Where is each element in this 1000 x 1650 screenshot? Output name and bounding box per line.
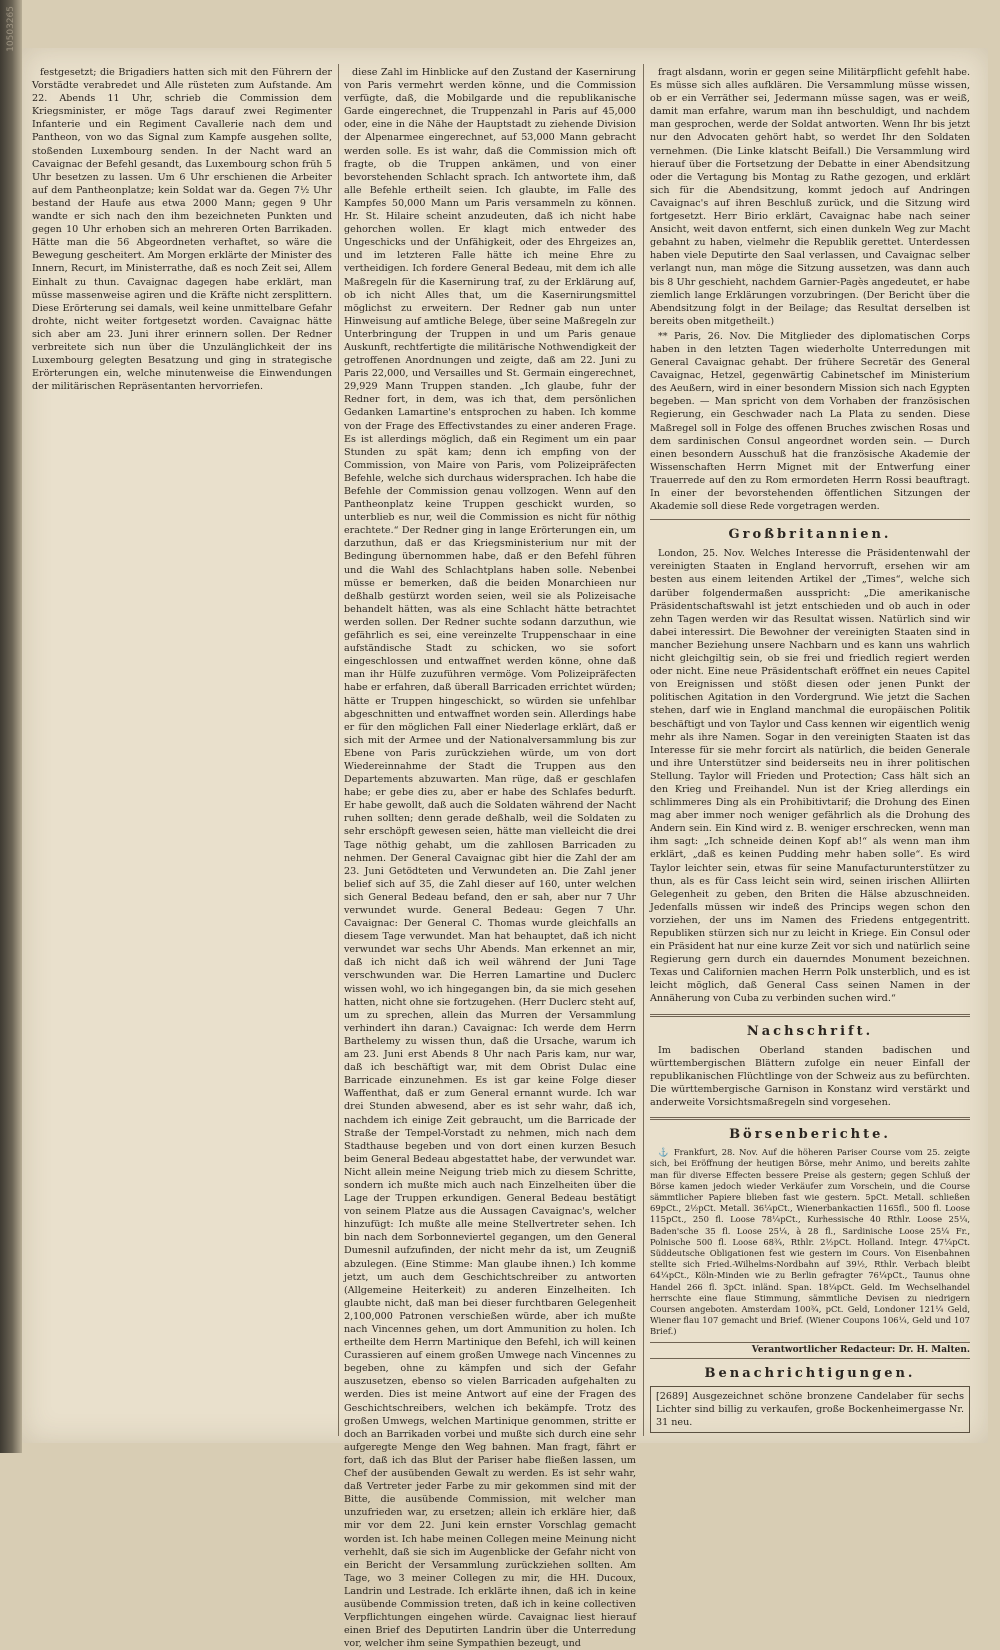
section-heading-nachschrift: Nachschrift.: [746, 1023, 874, 1039]
section-heading-benachrichtigungen: Benachrichtigungen.: [704, 1365, 916, 1381]
section-divider: [650, 519, 970, 520]
article-paragraph: festgesetzt; die Brigadiers hatten sich mit den Führern der Vorstädte verabredet und Alle rüsteten zum Aufstande. Am 22. Abends 11 Uhr, schrieb die Commission dem Kriegsminister, er möge Tags darauf zwei Regimenter Infanterie und ein Regiment Cavallerie nach dem und Pantheon, von wo das Signal zum Kampfe ausgehen sollte, stoßenden Luxembourg senden. In der Nacht ward an Cavaignac der Befehl gesandt, das Luxembourg schon früh 5 Uhr besetzen zu lassen. Um 6 Uhr erschienen die Arbeiter auf dem Pantheonplatze; kein Soldat war da. Gegen 7½ Uhr bestand der Haufe aus etwa 2000 Mann; gegen 9 Uhr wandte er sich nach den ihm bezeichneten Punkten und gegen 10 Uhr erhoben sich an mehreren Orten Barrikaden. Hätte man die 56 Abgeordneten verhaftet, so wäre die Bewegung gescheitert. Am Morgen erklärte der Minister des Innern, Recurt, im Ministerrathe, daß es noch Zeit sei, Allem Einhalt zu thun. Cavaignac dagegen habe erklärt, man müsse massenweise agiren und die Kräfte nicht zersplittern. Diese Erörterung sei damals, weil keine unmittelbare Gefahr drohte, nicht weiter fortgesetzt worden. Cavaignac hätte sich aber am 23. Juni ihrer erinnern sollen. Der Redner verbreitete sich nun über die Unzulänglichkeit der ins Luxembourg gelegten Besatzung und ging in strategische Erörterungen ein, welche minutenweise die Einwendungen der militärischen Repräsentanten hervorriefen.: [32, 67, 332, 393]
column-rule: [643, 64, 644, 1436]
editor-credit: Verantwortlicher Redacteur: Dr. H. Malten.: [650, 1342, 970, 1359]
newspaper-page: [22, 48, 988, 1650]
article-paragraph: diese Zahl im Hinblicke auf den Zustand der Kasernirung von Paris vermehrt werden könne, und die Commission verfügte, daß, die Mobilgarde und die republikanische Garde eingerechnet, die Truppenzahl in Paris auf 45,000 oder, eine in die Nähe der Hauptstadt zu ziehende Division der Alpenarmee eingerechnet, auf 53,000 Mann gebracht werden solle. Es ist wahr, daß die Commission mich oft fragte, ob die Truppen ankämen, und von einer bevorstehenden Schlacht sprach. Ich antwortete ihm, daß alle Befehle ertheilt seien. Ich glaubte, im Falle des Kampfes 50,000 Mann um Paris versammeln zu können. Hr. St. Hilaire scheint anzudeuten, daß ich nicht habe gehorchen wollen. Er klagt mich entweder des Ungeschicks und der Unfähigkeit, oder des Ehrgeizes an, und im letzteren Falle hätte ich meine Ehre zu vertheidigen. Ich fordere General Bedeau, mit dem ich alle Maßregeln für die Kasernirung traf, zu der Erklärung auf, ob ich nicht Alles that, um die Kasernirungsmittel möglichst zu erweitern. Der Redner gab nun unter Hinweisung auf amtliche Belege, über seine Maßregeln zur Unterbringung der Truppen in und um Paris genaue Auskunft, rechtfertigte die militärische Nothwendigkeit der getroffenen Anordnungen und zeigte, daß am 22. Juni zu Paris 22,000, und Versailles und St. Germain eingerechnet, 29,929 Mann Truppen standen. „Ich glaube, fuhr der Redner fort, in dem, was ich that, dem persönlichen Gedanken Lamartine's entsprochen zu haben. Ich komme von der Frage des Effectivstandes zu einer anderen Frage. Es ist allerdings möglich, daß ein Regiment um ein paar Stunden zu spät kam; denn ich empfing von der Commission, von Maire von Paris, vom Polizeipräfecten Befehle, welche sich durchaus widersprachen. Ich habe die Befehle der Commission genau vollzogen. Wenn auf den Pantheonplatz keine Truppen geschickt wurden, so unterblieb es nur, weil die Commission es nicht für nöthig erachtete.“ Der Redner ging in lange Erörterungen ein, um darzuthun, daß er das Kriegsministerium nur mit der Bedingung übernommen habe, daß er den Befehl führen und die Wahl des Schlachtplans haben solle. Nebenbei müsse er bemerken, daß die beiden Monarchieen nur deßhalb gestürzt worden seien, weil sie als Polizeisache behandelt hätten, was als eine Schlacht hätte betrachtet werden sollen. Der Redner suchte sodann darzuthun, wie gefährlich es sei, eine vereinzelte Truppenschaar in eine aufständische Stadt zu schicken, wo sie sofort eingeschlossen und entwaffnet werden könne, ohne daß man ihr Hülfe zuzuführen vermöge. Vom Polizeipräfecten habe er erfahren, daß überall Barricaden errichtet würden; hätte er Truppen hingeschickt, so würden sie unfehlbar abgeschnitten und entwaffnet worden sein. Allerdings habe er für den möglichen Fall einer Niederlage erklärt, daß er sich mit der Armee und der Nationalversammlung bis zur Ebene von Paris zurückziehen würde, um von dort Wiedereinnahme der Stadt die Truppen aus den Departements abzuwarten. Man rüge, daß er geschlafen habe; er gebe dies zu, aber er habe des Schlafes bedurft. Er habe gewollt, daß auch die Soldaten während der Nacht ruhen sollten; denn gerade deßhalb, weil die Soldaten zu sehr erschöpft gewesen seien, hätte man vielleicht die drei Tage nöthig gehabt, um die zahllosen Barricaden zu nehmen. Der General Cavaignac gibt hier die Zahl der am 23. Juni Getödteten und Verwundeten an. Die Zahl jener belief sich auf 35, die Zahl dieser auf 160, unter welchen sich General Bedeau befand, den er sah, aber nur 7 Uhr verwundet wurde. General Bedeau: Gegen 7 Uhr. Cavaignac: Der General C. Thomas wurde gleichfalls an diesem Tage verwundet. Man hat behauptet, daß ich nicht verwundet war sechs Uhr Abends. Man erkennet an mir, daß ich nicht daß ich weil während der Juni Tage verschwunden war. Die Herren Lamartine und Duclerc wissen wohl, wo ich hingegangen bin, da sie mich gesehen hatten, nicht ohne sie fortzugehen. (Herr Duclerc steht auf, um zu sprechen, allein das Murren der Versammlung verhindert ihn daran.) Cavaignac: Ich werde dem Herrn Barthelemy zu wissen thun, daß die Ursache, warum ich am 23. Juni erst Abends 8 Uhr nach Paris kam, nur war, daß ich beschäftigt war, mit dem Obrist Dulac eine Barricade einzunehmen. Es ist gar keine Folge dieser Waffenthat, daß er zum General ernannt wurde. Ich war drei Stunden abwesend, aber es ist sehr wahr, daß ich, nachdem ich einige Zeit gebraucht, um die Barricade der Straße der Tempel-Vorstadt zu nehmen, mich nach dem Stadthause begeben und von dort einen kurzen Besuch beim General Bedeau abgestattet habe, der verwundet war. Nicht allein meine Neigung trieb mich zu diesem Schritte, sondern ich mußte mich auch nach Einzelheiten über die Lage der Truppen erkundigen. General Bedeau bestätigt von seinem Platze aus die Aussagen Cavaignac's, welcher hinzufügt: Ich mußte alle meine Stellvertreter sehen. Ich bin nach dem Sorbonneviertel gegangen, um den General Dumesnil aufzufinden, der nicht mehr da ist, um Zeugniß abzulegen. (Eine Stimme: Man glaube ihnen.) Ich komme jetzt, um auch dem Geschichtschreiber zu antworten (Allgemeine Heiterkeit) zu anderen Einzelheiten. Ich glaubte nicht, daß man bei dieser furchtbaren Gelegenheit 2,100,000 Patronen verschießen würde, aber ich mußte nach Vincennes gehen, um dort Ammunition zu holen. Ich ertheilte dem Herrn Martinique den Befehl, ich will keinen Curassieren auf einem großen Umwege nach Vincennes zu begeben, ohne zu kämpfen und sich der Gefahr auszusetzen, ebenso so vielen Barricaden aufgehalten zu werden. Dies ist meine Antwort auf eine der Fragen des Geschichtschreibers, welchen ich bekämpfe. Trotz des großen Umwegs, welchen Martinique genommen, stritte er doch an Barrikaden vorbei und mußte sich durch eine sehr aufgeregte Menge den Weg bahnen. Man fragt, fährt er fort, daß ich das Blut der Pariser habe fließen lassen, um Chef der ausübenden Gewalt zu werden. Es ist sehr wahr, daß Vertreter jeder Farbe zu mir gekommen sind mit der Bitte, die ausübende Commission, mit welcher man unzufrieden war, zu ersetzen; allein ich erkläre hier, daß mir vor dem 22. Juni kein ernster Vorschlag gemacht worden ist. Ich habe meinen Collegen meine Meinung nicht verhehlt, daß sie sich im Augenblicke der Gefahr nicht von ein Bericht der Versammlung zurückziehen sollten. Am Tage, wo 3 meiner Collegen zu mir, die HH. Ducoux, Landrin und Lestrade. Ich erklärte ihnen, daß ich in keine ausübende Commission treten, daß ich in keine collectiven Verpflichtungen eingehen würde. Cavaignac liest hierauf einen Brief des Deputirten Landrin über die Unterredung vor, welcher ihm seine Sympathien bezeugt, und: [344, 67, 636, 1650]
article-paragraph: ** Paris, 26. Nov. Die Mitglieder des diplomatischen Corps haben in den letzten Tagen wiederholte Unterredungen mit General Cavaignac gehabt. Der frühere Secretär des General Cavaignac, Hetzel, gegenwärtig Cabinetschef im Ministerium des Aeußern, wird in einer besondern Mission sich nach Egypten begeben. — Man spricht von dem Vorhaben der französischen Regierung, ein Geschwader nach La Plata zu senden. Diese Maßregel soll in Folge des offenen Bruches zwischen Rosas und dem sardinischen Consul angeordnet worden sein. — Durch einen besondern Ausschuß hat die französische Akademie der Wissenschaften Herrn Mignet mit der Entwerfung einer Trauerrede auf den zu Rom ermordeten Herrn Rossi beauftragt. In einer der bevorstehenden öffentlichen Sitzungen der Akademie soll diese Rede vorgetragen werden.: [650, 330, 970, 513]
article-paragraph: Im badischen Oberland standen badischen und württembergischen Blättern zufolge ein neuer Einfall der republikanischen Flüchtlinge von der Schweiz aus zu befürchten. Die württembergische Garnison in Konstanz wird verstärkt und anderweite Vorsichtsmaßregeln sind vorgesehen.: [650, 1044, 970, 1109]
classified-ad: [2689] Ausgezeichnet schöne bronzene Candelaber für sechs Lichter sind billig zu verkaufen, große Bockenheimergasse Nr. 31 neu.: [650, 1386, 970, 1433]
section-heading-grossbritannien: Großbritannien.: [728, 527, 892, 543]
column-middle: [344, 66, 636, 1650]
section-divider: [650, 1014, 970, 1017]
section-divider: [650, 1117, 970, 1120]
column-rule: [338, 64, 339, 1436]
book-binding-edge: [0, 0, 22, 1453]
column-left: [32, 66, 332, 1438]
market-report: ⚓ Frankfurt, 28. Nov. Auf die höheren Pariser Course vom 25. zeigte sich, bei Eröffnung der heutigen Börse, mehr Animo, und bereits zahlte man für diverse Effecten bessere Preise als gestern; gegen Schluß der Börse kamen jedoch wieder Verkäufer zum Vorschein, und die Course sämmtlicher Papiere blieben fast wie gestern. 5pCt. Metall. schließen 69pCt., 2½pCt. Metall. 36¼pCt., Wienerbankactien 1165fl., 500 fl. Loose 115pCt., 250 fl. Loose 78¼pCt., Kurhessische 40 Rthlr. Loose 25¼, Baden'sche 35 fl. Loose 25¼, à 28 fl., Sardinische Loose 25¼ Fr., Polnische 500 fl. Loose 68¾, Rthlr. 2½pCt. Holland. Integr. 47¼pCt. Süddeutsche Obligationen fest wie gestern im Cours. Von Eisenbahnen stellte sich Fried.-Wilhelms-Nordbahn auf 39½, Rthlr. Verbach bleibt 64¼pCt., Köln-Minden wie zu Berlin gefragter 76¼pCt., Taunus ohne Handel 266 fl. 3pCt. inländ. Span. 18¼pCt. Geld. Im Wechselhandel herrschte eine flaue Stimmung, sämmtliche Devisen zu niedrigern Coursen angeboten. Amsterdam 100¾, pCt. Geld, Londoner 121¼ Geld, Wiener flau 107 gemacht und Brief. (Wiener Coupons 106¼, Geld und 107 Brief.): [650, 1147, 970, 1337]
article-paragraph: fragt alsdann, worin er gegen seine Militärpflicht gefehlt habe. Es müsse sich alles aufklären. Die Versammlung müsse wissen, ob er ein Verräther sei, Jedermann müsse sagen, was er weiß, damit man erfahre, warum man ihn beschuldigt, und nachdem man gesprochen, werde der Soldat antworten. Wenn Ihr bis jetzt nur den Advocaten gehört habt, so werdet Ihr den Soldaten vernehmen. (Die Linke klatscht Beifall.) Die Versammlung wird hierauf über die Fortsetzung der Debatte in einer Abendsitzung oder die Vertagung bis Montag zu Rathe gezogen, und erklärt sich für die Abendsitzung, kommt jedoch auf Andringen Cavaignac's auf ihren Beschluß zurück, und die Sitzung wird fortgesetzt. Herr Birio erklärt, Cavaignac habe nach seiner Ansicht, weit davon entfernt, sich einen dunkeln Weg zur Macht gebahnt zu haben, vielmehr die Republik gerettet. Unterdessen haben viele Deputirte den Saal verlassen, und Cavaignac selber verlangt nun, man möge die Sitzung aussetzen, was dann auch bis 8 Uhr geschieht, nachdem Garnier-Pagès angedeutet, er habe ziemlich lange Erklärungen vorzubringen. (Der Bericht über die Abendsitzung folgt in der Beilage; das Resultat derselben ist bereits oben mitgetheilt.): [650, 67, 970, 327]
article-paragraph: London, 25. Nov. Welches Interesse die Präsidentenwahl der vereinigten Staaten in England hervorruft, ersehen wir am besten aus einem leitenden Artikel der „Times“, welche sich darüber folgendermaßen ausspricht: „Die amerikanische Präsidentschaftswahl ist jetzt entschieden und ob auch in oder zehn Tagen werden wir das Resultat wissen. Natürlich sind wir dabei interessirt. Die Bewohner der vereinigten Staaten sind in mancher Beziehung unsere Nachbarn und es kann uns wahrlich nicht gleichgiltig sein, ob sie frei und friedlich regiert werden oder nicht. Eine neue Präsidentschaft eröffnet ein neues Capitel von Ereignissen und stößt diesen oder jenen Punkt der politischen Agitation in den Vordergrund. Wie jetzt die Sachen stehen, darf wie in England manchmal die europäischen Politik beschäftigt und von Taylor und Cass kennen wir eigentlich wenig mehr als ihre Namen. Sogar in den vereinigten Staaten ist das Interesse für sie mehr forcirt als natürlich, die beiden Generale und ihre Unterstützer sind beiderseits neu in ihrer politischen Stellung. Taylor will Frieden und Protection; Cass hält sich an den Krieg und Freihandel. Nun ist der Krieg allerdings ein schlimmeres Ding als ein Prohibitivtarif; die Drohung des Einen mag aber immer noch weniger gefährlich als die Drohung des Andern sein. Ein Kind wird z. B. weniger erschrecken, wenn man ihm sagt: „Ich schneide deinen Kopf ab!“ als wenn man ihm erklärt, „daß es keinen Pudding mehr haben solle“. Es wird Taylor leichter sein, etwas für seine Manufacturunterstützer zu thun, als es für Cass leicht sein wird, seinen irischen Alliirten Gelegenheit zu geben, den Briten die Hälse abzuschneiden. Jedenfalls müssen wir indeß des Princips wegen schon den vorziehen, der uns im Namen des Friedens entgegentritt. Republiken stürzen sich nur zu leicht in Kriege. Ein Consul oder ein Präsident hat nur eine kurze Zeit vor sich und natürlich seine Regierung gern durch ein dauerndes Monument bezeichnen. Texas und Californien machen Herrn Polk unsterblich, und es ist leicht möglich, daß General Cass seinen Namen in der Annäherung von Cuba zu verbinden suchen wird.“: [650, 548, 970, 1005]
section-heading-boersenberichte: Börsenberichte.: [729, 1127, 891, 1143]
archive-stamp: 10503265: [6, 6, 16, 52]
column-right: [650, 66, 970, 1438]
